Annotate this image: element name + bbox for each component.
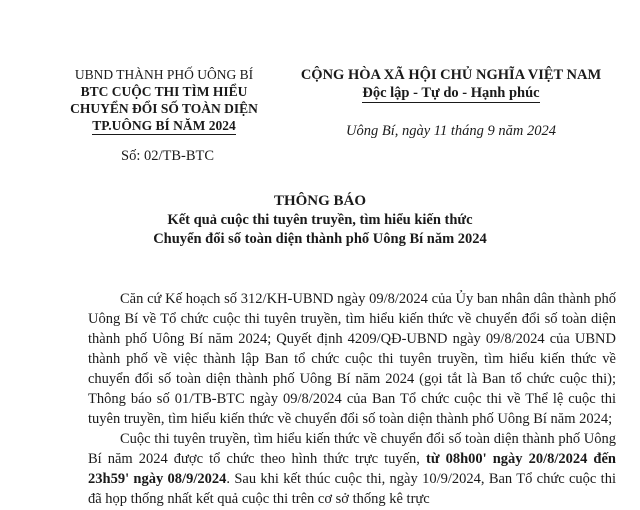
document-subtitle-2: Chuyển đổi số toàn diện thành phố Uông Bí năm 2024 — [153, 231, 487, 247]
document-date: Uông Bí, ngày 11 tháng 9 năm 2024 — [346, 123, 556, 139]
document-number: Số: 02/TB-BTC — [121, 148, 215, 164]
nation-name: CỘNG HÒA XÃ HỘI CHỦ NGHĨA VIỆT NAM — [300, 67, 602, 83]
national-motto: Độc lập - Tự do - Hạnh phúc — [362, 85, 540, 101]
committee-line-2: CHUYỂN ĐỔI SỐ TOÀN DIỆN — [70, 101, 258, 116]
document-body — [88, 289, 616, 509]
committee-line-3: TP.UÔNG BÍ NĂM 2024 — [92, 118, 236, 133]
document-subtitle-1: Kết quả cuộc thi tuyên truyền, tìm hiểu kiến thức — [167, 212, 473, 228]
authority-name: UBND THÀNH PHỐ UÔNG BÍ — [74, 67, 254, 82]
body-paragraph-2 — [88, 429, 616, 509]
document-title: THÔNG BÁO — [273, 193, 367, 209]
document-title-block — [0, 192, 640, 249]
body-paragraph-2-text-b: . Sau khi kết thúc cuộc thi, ngày 10/9/2024, Ban Tổ chức cuộc thi đã họp thống nhất kết quả cuộc thi trên cơ sở thống kê trực — [88, 471, 616, 507]
body-paragraph-1: Căn cứ Kế hoạch số 312/KH-UBND ngày 09/8/2024 của Ủy ban nhân dân thành phố Uông Bí về Tổ chức cuộc thi tuyên truyền, tìm hiểu kiến thức về chuyển đổi số toàn diện thành phố Uông Bí năm 2024; Quyết định 4209/QĐ-UBND ngày 09/8/2024 của UBND thành phố về việc thành lập Ban tổ chức cuộc thi tuyên truyền, tìm hiểu kiến thức về chuyển đổi số toàn diện thành phố Uông Bí năm 2024 (gọi tắt là Ban tổ chức cuộc thi); Thông báo số 01/TB-BTC ngày 09/8/2024 của Ban Tổ chức cuộc thi về Thể lệ cuộc thi tuyên truyền, tìm hiểu kiến thức về chuyển đổi số toàn diện thành phố Uông Bí năm 2024; — [88, 291, 616, 427]
national-header — [286, 66, 616, 140]
committee-line-1: BTC CUỘC THI TÌM HIỂU — [80, 84, 248, 99]
competition-period: từ 08h00' ngày 20/8/2024 đến 23h59' ngày 08/9/2024 — [88, 451, 616, 487]
issuing-authority — [66, 66, 262, 135]
body-paragraph-2-text-a: Cuộc thi tuyên truyền, tìm hiểu kiến thức về chuyển đổi số toàn diện thành phố Uông Bí năm 2024 được tổ chức theo hình thức trực tuyến, — [88, 431, 616, 467]
